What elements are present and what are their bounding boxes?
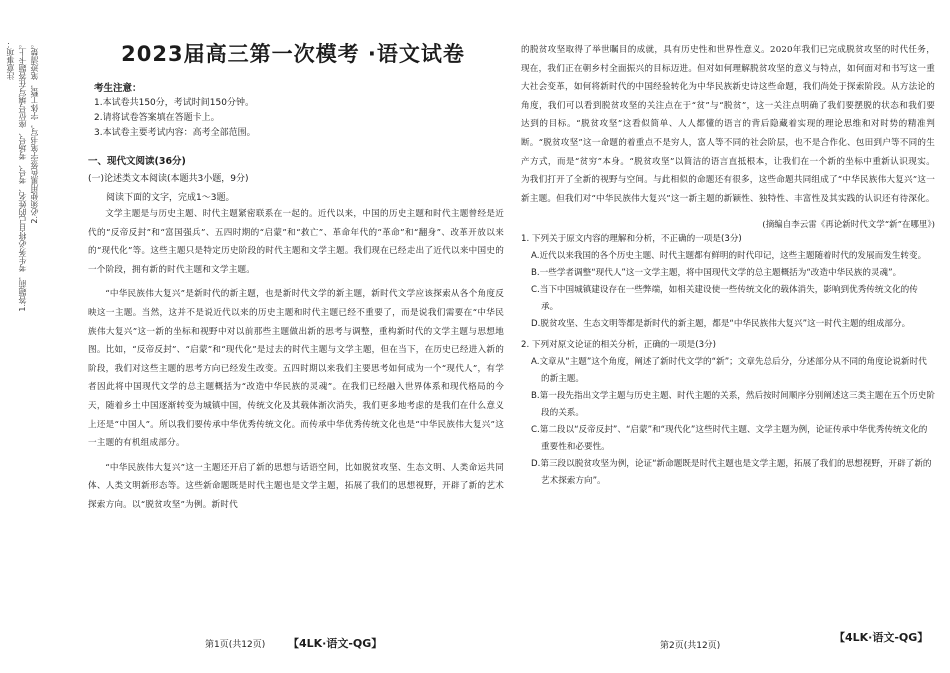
exam-code-right: 【4LK·语文-QG】 [834, 631, 929, 644]
section-subtitle: (一)论述类文本阅读(本题共3小题，9分) [88, 174, 249, 184]
page-number-right: 第2页(共12页) [660, 641, 721, 651]
side-notice-heading: 注意事项： [6, 40, 15, 80]
notice-heading: 考生注意： [94, 83, 142, 94]
exam-title: 2023届高三第一次模考 ·语文试卷 [121, 42, 465, 66]
section-title: 一、现代文阅读(36分) [88, 156, 186, 167]
passage-paragraph-3-continued: 的脱贫攻坚取得了举世瞩目的成就，具有历史性和世界性意义。2020年我们已完成脱贫攻坚的时代任务，现在，我们正在朝乡村全面振兴的目标迈进。但对如何理解脱贫攻坚的意义与特点，如何面对和书写这一重大社会变革，如何将新时代的中国经验转化为中华民族新史诗这些命题，我们尚处于探索阶段。从方法论的角度，我们可以看到脱贫攻坚的关注点在于“贫”与“脱贫”，这一关注点明确了我们要摆脱的状态和我们要达到的目标。“脱贫攻坚”这看似简单、人人都懂的语言的背后隐藏着实现的理论思维和对时势的精准判断。“脱贫攻坚”这一命题的着重点不是穷人，富人等不同的社会阶层，也不是合作化、包田到户等不同的生产方式，而是“贫穷”本身。“脱贫攻坚”以简洁的语言直抵根本，让我们在一个新的坐标中重新认识现实。为我们打开了全新的视野与空间。与此相似的命题还有很多，这些命题共同组成了“中华民族伟大复兴”这一新主题。但我们对“中华民族伟大复兴”这一新主题的新颖性、独特性、丰富性及其实践的认识还有待深化。 [521, 45, 935, 204]
notice-item: 1.本试卷共150分，考试时间150分钟。 [94, 98, 254, 108]
left-page [88, 38, 504, 515]
exam-notice [94, 81, 504, 141]
notice-item: 3.本试卷主要考试内容：高考全部范围。 [94, 128, 256, 138]
right-page [521, 41, 935, 490]
section-instruction: 阅读下面的文字，完成1～3题。 [106, 193, 235, 203]
option-d: D.第三段以脱贫攻坚为例，论证“新命题既是时代主题也是文学主题，拓展了我们的思想视野，开辟了新的艺术探索方向”。 [531, 459, 932, 487]
exam-code-left: 【4LK·语文-QG】 [288, 637, 383, 650]
option-b: B.一些学者调整“现代人”这一文学主题，将中国现代文学的总主题概括为“改造中华民族的灵魂”。 [531, 268, 902, 279]
page-number-left: 第1页(共12页) [205, 640, 266, 650]
option-c: C.当下中国城镇建设存在一些弊端，如相关建设使一些传统文化的载体消失，影响到优秀传统文化的传承。 [531, 285, 918, 313]
side-notice-line-2: 2.必须使用黑色签字笔书写，字体工整，笔迹清楚。 [30, 40, 39, 224]
question-1 [521, 231, 935, 333]
passage-paragraph-3: “中华民族伟大复兴”这一主题还开启了新的思想与话语空间，比如脱贫攻坚、生态文明、人类命运共同体、人类文明新形态等。这些新命题既是时代主题也是文学主题，拓展了我们的思想视野，开辟了新的艺术探索方向。以“脱贫攻坚”为例。新时代 [88, 462, 504, 510]
passage-paragraph-2: “中华民族伟大复兴”是新时代的新主题，也是新时代文学的新主题，新时代文学应该探索从各个角度反映这一主题。当然，这并不是说近代以来的历史主题和时代主题已经不重要了，而是说我们需要在“中华民族伟大复兴”这一新的坐标和视野中对以前那些主题做出新的思考与调整，重构新时代的文学主题与思想地图。比如，“反帝反封”、“启蒙”和“现代化”是过去的时代主题与文学主题，但在当下，在历史已经进入新的阶段，我们对这些主题的思考方向已经发生改变。五四时期以来我们主要思考如何成为一个“现代人”，有学者因此将中国现代文学的总主题概括为“改造中华民族的灵魂”。在我们已经融入世界体系和现代格局的今天，随着乡土中国逐渐转变为城镇中国，传统文化及其载体渐次消失，我们更多地考虑的是我们在什么意义上还是“中国人”。所以我们要传承中华优秀传统文化。而传承中华优秀传统文化也是“中华民族伟大复兴”这一主题的有机组成部分。 [88, 289, 504, 449]
passage-source: (摘编自李云雷《再论新时代文学“新”在哪里》) [762, 220, 935, 231]
option-c: C.第二段以“反帝反封”、“启蒙”和“现代化”这些时代主题、文学主题为例，论证传承中华优秀传统文化的重要性和必要性。 [531, 425, 928, 453]
passage-paragraph-1: 文学主题是与历史主题、时代主题紧密联系在一起的。近代以来，中国的历史主题和时代主题曾经是近代的“反帝反封”和“富国强兵”、五四时期的“启蒙”和“救亡”、革命年代的“革命”和“翻身”、改革开放以来的“现代化”等。这些主题只是特定历史阶段的时代主题和文学主题。我们现在已经走出了近代以来中国史的一个阶段，拥有新的时代主题和文学主题。 [88, 209, 504, 275]
question-stem: 2. 下列对原文论证的相关分析，正确的一项是(3分) [521, 340, 716, 351]
option-a: A.近代以来我国的各个历史主题、时代主题都有鲜明的时代印记，这些主题随着时代的发展而发生转变。 [531, 251, 927, 262]
question-stem: 1. 下列关于原文内容的理解和分析，不正确的一项是(3分) [521, 234, 742, 245]
option-b: B.第一段先指出文学主题与历史主题、时代主题的关系，然后按时间顺序分别阐述这三类主题在五个历史阶段的关系。 [531, 391, 935, 419]
option-a: A.文章从“主题”这个角度，阐述了新时代文学的“新”；文章先总后分，分述部分从不同的角度论说新时代的新主题。 [531, 357, 927, 385]
question-2 [521, 337, 935, 490]
side-notice-line-1: 1.答题前，考生务必将自己的姓名、考号、考场号、座位号填写在答题卡上。 [18, 40, 27, 312]
option-d: D.脱贫攻坚、生态文明等都是新时代的新主题，都是“中华民族伟大复兴”这一时代主题的组成部分。 [531, 319, 911, 330]
notice-item: 2.请将试卷答案填在答题卡上。 [94, 113, 220, 123]
side-notice [4, 40, 46, 312]
